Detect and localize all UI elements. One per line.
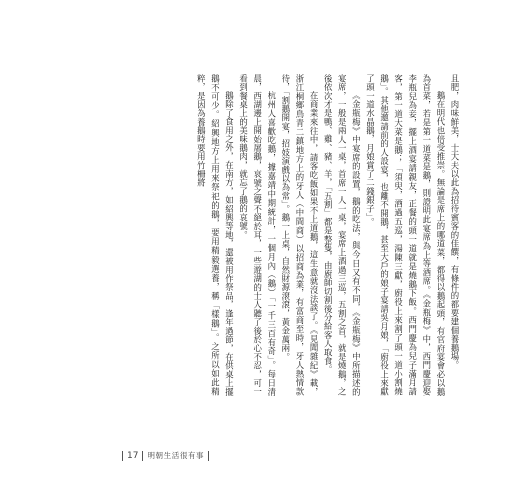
book-title: 明朝生活很有事 xyxy=(147,451,205,460)
footer-divider xyxy=(208,451,209,461)
paragraph: 在商業來往中，請客吃飯如果不上道鵝，這生意就沒法談了。《見聞雜紀》載，浙江桐鄉鳥青二鎮地方上的牙人（中間商）以招商為業，有富商至時，牙人熱情款待，「割鵝開宴，招妓演戲以為常」。鵝一上桌，自然財源滾滾，黃金萬兩。 xyxy=(280,74,320,396)
footer-divider xyxy=(122,451,123,461)
paragraph: 鵝除了食用之外，在南方，如紹興等地，還被用作祭品，逢年過節，在供桌上擺鵝不可少。紹興地方上用來祭祀的鵝，要用精毅選養，稱「樣鵝」。之所以如此精粹，是因為養鵝時要用竹柵將 xyxy=(196,74,235,396)
page-footer xyxy=(118,450,213,461)
paragraph: 且肥，肉味鮮美，士大夫以此為招待賓客的佳饌，有條件的都要建個養鵝場。 xyxy=(450,74,460,370)
footer-divider xyxy=(142,451,143,461)
paragraph: 《金瓶梅》中宴席的設置，鵝的吃法，與今日又有不同，《金瓶梅》中所描述的宴席，一般是兩人一桌，首席一人一桌，宴席上酒過三巡，五割之首，就是燒鵝，之後依次才是鴨、雞、豬、羊，「五割」都是整隻，由廚師切割後分給客人取食。 xyxy=(323,74,362,396)
page-number: 17 xyxy=(127,450,139,461)
paragraph: 杭州人喜歡吃鵝，據嘉靖中期統計，一個月內（鵝）「一千三百有奇」。每日清晨，西湖邊上開始屠鵝，哀號之聲不絕於耳，一些遊湖的士人聽了後於心不忍，可一看到餐桌上的美味鵝肉，就忘了鵝的哀號。 xyxy=(238,74,277,396)
vertical-text-body xyxy=(58,74,462,396)
paragraph: 鵝在明代也倍受推崇。無論是席上的哪道菜，都得以鵝起頭，有官府宴會必以鵝為首菜，若是第一道菜是鵝，則證明此宴席為上等酒席。《金瓶梅》中，西門慶迎娶李瓶兒為妾，擺上酒宴請親友，正餐的頭一道就是燒鵝下飯。西門慶為兒子滿月請客，第一道大菜是鵝；「須臾，酒過五巡，湯陳三獻，廚役上來割了頭一道小割燒鵝」。其他邀請前的人設宴，也離不開鵝，甚至大戶的娘子宴請吳月娘，「廚役上來獻了頭一道水晶鵝，月娘賞了二錢銀子」。 xyxy=(365,74,446,396)
